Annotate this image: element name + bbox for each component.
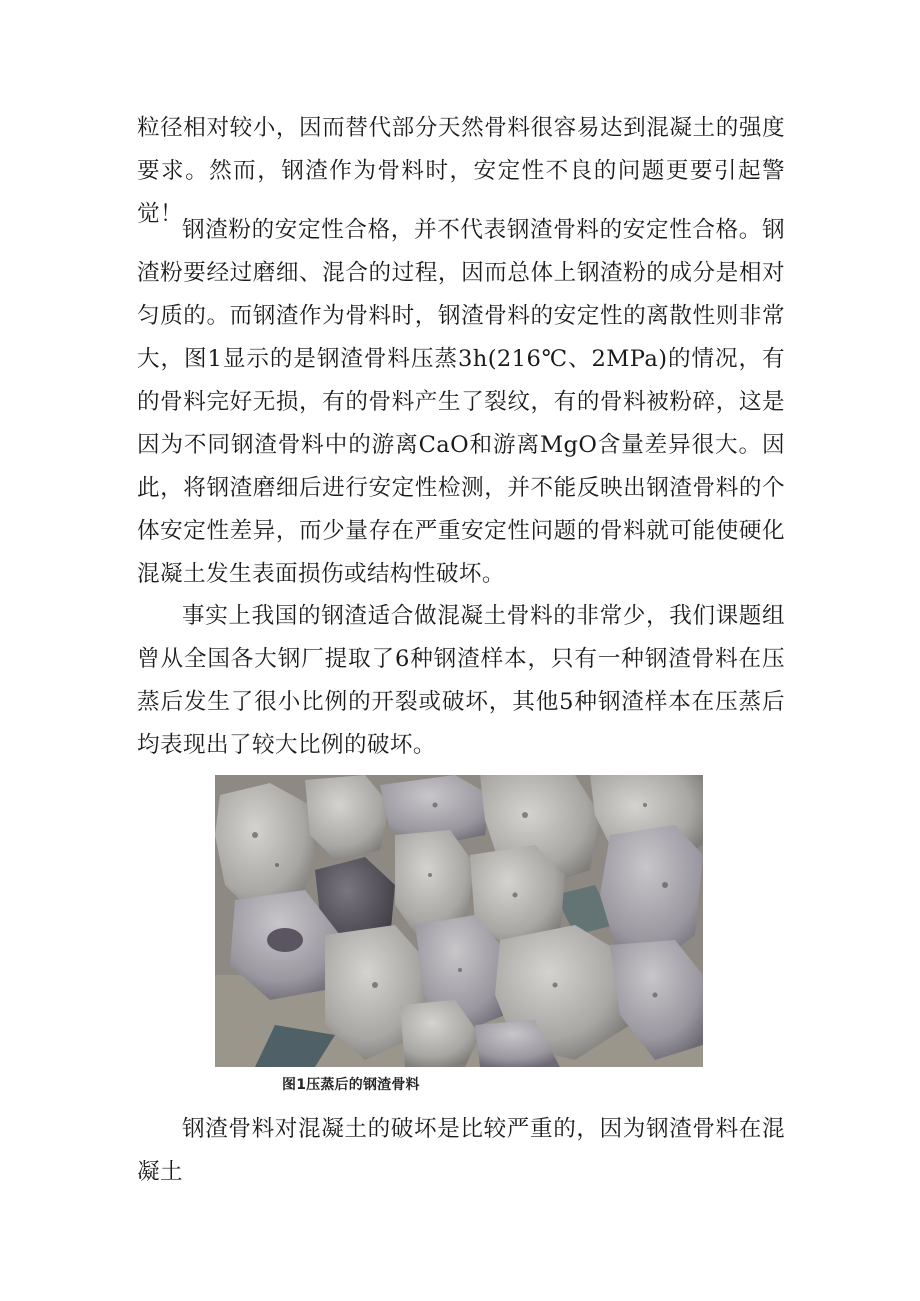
paragraph-stability: 钢渣粉的安定性合格，并不代表钢渣骨料的安定性合格。钢渣粉要经过磨细、混合的过程，因而总体上钢渣粉的成分是相对匀质的。而钢渣作为骨料时，钢渣骨料的安定性的离散性则非常大，图1显示的是钢渣骨料压蒸3h(216℃、2MPa)的情况，有的骨料完好无损，有的骨料产生了裂纹，有的骨料被粉碎，这是因为不同钢渣骨料中的游离CaO和游离MgO含量差异很大。因此，将钢渣磨细后进行安定性检测，并不能反映出钢渣骨料的个体安定性差异，而少量存在严重安定性问题的骨料就可能使硬化混凝土发生表面损伤或结构性破坏。 [137,217,785,587]
paragraph-damage: 钢渣骨料对混凝土的破坏是比较严重的，因为钢渣骨料在混凝土 [137,1116,785,1185]
paragraph-samples: 事实上我国的钢渣适合做混凝土骨料的非常少，我们课题组曾从全国各大钢厂提取了6种钢渣样本，只有一种钢渣骨料在压蒸后发生了很小比例的开裂或破坏，其他5种钢渣样本在压蒸后均表现出了较大比例的破坏。 [137,603,785,758]
paragraph-continuation: 粒径相对较小，因而替代部分天然骨料很容易达到混凝土的强度要求。然而，钢渣作为骨料时，安定性不良的问题更要引起警觉！ [137,115,785,227]
figure-caption: 图1压蒸后的钢渣骨料 [282,1077,420,1093]
steel-slag-aggregate-photo [215,775,703,1067]
